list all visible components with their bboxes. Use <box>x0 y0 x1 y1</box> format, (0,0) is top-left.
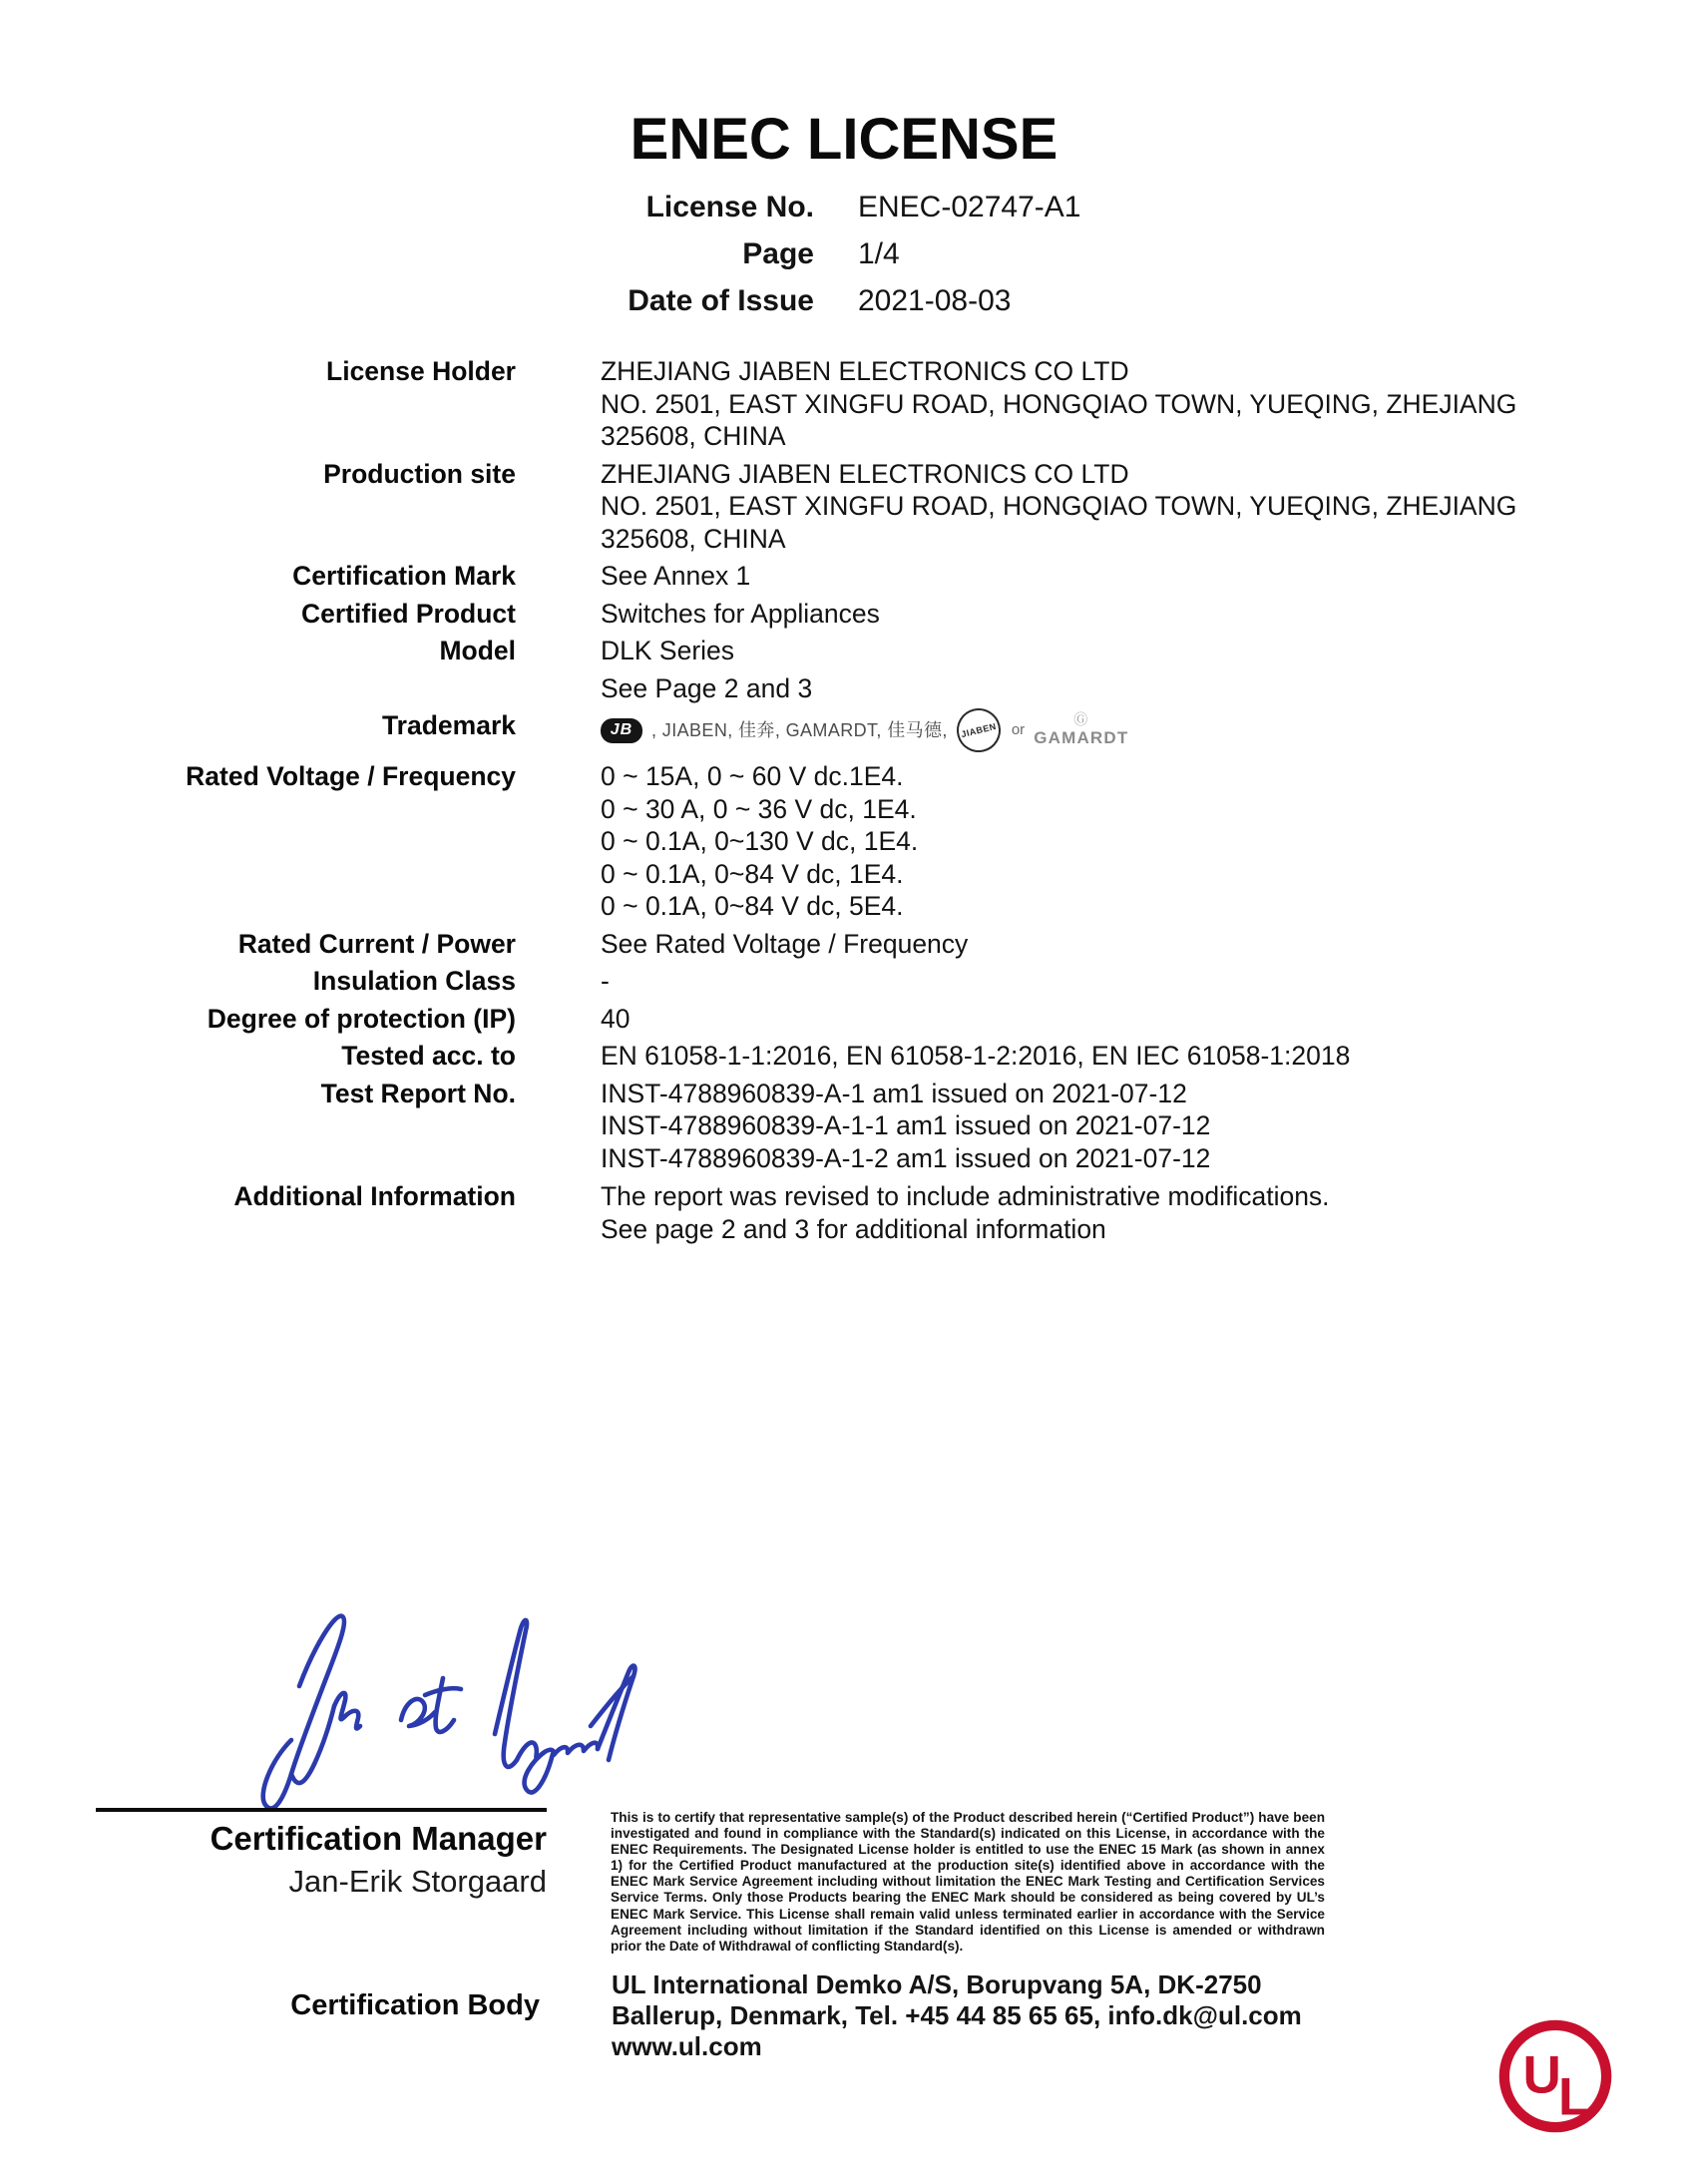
ul-letter-l: L <box>1557 2067 1591 2127</box>
signature-image <box>140 1602 638 1812</box>
jb-logo-icon: JB <box>601 718 642 743</box>
field-label: Insulation Class <box>312 966 516 996</box>
page-label: Page <box>742 237 814 270</box>
field-license-holder <box>0 355 1688 453</box>
value-line: ZHEJIANG JIABEN ELECTRONICS CO LTD <box>601 458 1129 489</box>
field-rated-voltage-frequency <box>0 760 1688 923</box>
field-value <box>601 355 1516 453</box>
license-no-value: ENEC-02747-A1 <box>858 191 1081 223</box>
license-no-label: License No. <box>645 191 814 223</box>
field-label: Additional Information <box>233 1181 516 1211</box>
field-degree-of-protection <box>0 1003 1688 1036</box>
registered-g-mark-icon: Ⓖ <box>1073 710 1089 727</box>
value-line: INST-4788960839-A-1-1 am1 issued on 2021-07-12 <box>601 1110 1211 1140</box>
value-line: The report was revised to include administrative modifications. <box>601 1181 1330 1211</box>
gamardt-text: GAMARDT <box>1034 727 1129 747</box>
field-label: Model <box>439 636 516 665</box>
field-label: Rated Current / Power <box>237 928 516 959</box>
value-line: 0 ~ 0.1A, 0~130 V dc, 1E4. <box>601 826 919 856</box>
certification-manager-label: Certification Manager <box>210 1820 547 1857</box>
field-trademark <box>0 709 1688 751</box>
page-value: 1/4 <box>858 237 900 270</box>
field-label: Rated Voltage / Frequency <box>186 761 516 791</box>
field-insulation-class <box>0 965 1688 998</box>
certification-body-value <box>612 1969 1302 2062</box>
value-line: INST-4788960839-A-1-2 am1 issued on 2021-07-12 <box>601 1142 1211 1173</box>
field-model <box>0 635 1688 667</box>
ul-logo-icon <box>1496 2017 1614 2135</box>
field-label <box>0 672 516 705</box>
field-test-report-no <box>0 1078 1688 1175</box>
field-value: Switches for Appliances <box>601 598 880 629</box>
license-fields <box>0 355 1688 1250</box>
field-label: Degree of protection (IP) <box>207 1003 516 1034</box>
value-line: 0 ~ 0.1A, 0~84 V dc, 5E4. <box>601 891 904 921</box>
value-line: 0 ~ 30 A, 0 ~ 36 V dc, 1E4. <box>601 793 917 824</box>
field-label: Certified Product <box>301 598 516 629</box>
field-value: See Page 2 and 3 <box>601 672 813 703</box>
jiaben-circle-logo-icon: JIABEN <box>952 703 1005 756</box>
field-label: Trademark <box>381 710 516 740</box>
field-value <box>601 760 918 923</box>
date-of-issue-value: 2021-08-03 <box>858 284 1012 317</box>
field-label: Tested acc. to <box>341 1041 516 1071</box>
date-of-issue-label: Date of Issue <box>628 284 814 317</box>
cb-value-line: www.ul.com <box>612 2031 762 2061</box>
value-line: 325608, CHINA <box>601 523 786 554</box>
field-label: License Holder <box>326 356 516 386</box>
value-line: NO. 2501, EAST XINGFU ROAD, HONGQIAO TOWN, YUEQING, ZHEJIANG <box>601 388 1517 419</box>
field-value: See Annex 1 <box>601 561 751 591</box>
ul-letter-u: U <box>1522 2045 1561 2105</box>
cb-value-line: Ballerup, Denmark, Tel. +45 44 85 65 65, info.dk@ul.com <box>612 2000 1302 2030</box>
field-certification-mark <box>0 560 1688 593</box>
field-value: DLK Series <box>601 636 735 665</box>
value-line: NO. 2501, EAST XINGFU ROAD, HONGQIAO TOWN, YUEQING, ZHEJIANG <box>601 491 1517 521</box>
field-label: Test Report No. <box>320 1078 516 1108</box>
certification-body-label: Certification Body <box>290 1989 540 2021</box>
certification-manager-name: Jan-Erik Storgaard <box>288 1864 547 1899</box>
license-no-row <box>0 184 1688 230</box>
field-label: Production site <box>323 458 516 489</box>
value-line: ZHEJIANG JIABEN ELECTRONICS CO LTD <box>601 356 1129 386</box>
signature-line <box>96 1808 547 1812</box>
field-rated-current-power <box>0 928 1688 961</box>
date-of-issue-row <box>0 277 1688 324</box>
field-value: See Rated Voltage / Frequency <box>601 928 969 959</box>
value-line: See page 2 and 3 for additional information <box>601 1213 1106 1244</box>
value-line: INST-4788960839-A-1 am1 issued on 2021-07-12 <box>601 1078 1187 1108</box>
header-info-block <box>0 184 1688 324</box>
field-additional-information <box>0 1180 1688 1245</box>
field-tested-acc-to <box>0 1040 1688 1073</box>
field-value: 40 <box>601 1003 631 1034</box>
value-line: 0 ~ 15A, 0 ~ 60 V dc.1E4. <box>601 761 904 791</box>
page-row <box>0 230 1688 277</box>
field-value: EN 61058-1-1:2016, EN 61058-1-2:2016, EN IEC 61058-1:2018 <box>601 1041 1351 1071</box>
legal-text: This is to certify that representative sample(s) of the Product described herein (“Certified Product”) have been investigated and found in compliance with the Standard(s) indicated on this License, in accordance with the ENEC Requirements. The Designated License holder is entitled to use the ENEC 15 Mark (as shown in annex 1) for the Certified Product manufactured at the production site(s) identified above in accordance with the ENEC Mark Service Agreement including without limitation the ENEC Mark Testing and Certification Services Service Terms. Only those Products bearing the ENEC Mark should be considered as being covered by UL’s ENEC Mark Service. This License shall remain valid unless terminated earlier in accordance with the Service Agreement including without limitation if the Standard identified on this License is amended or withdrawn prior the Date of Withdrawal of conflicting Standard(s). <box>611 1810 1325 1954</box>
field-value: - <box>601 966 610 996</box>
field-label: Certification Mark <box>292 561 516 591</box>
field-value <box>601 1180 1330 1245</box>
field-value <box>601 458 1516 556</box>
trademark-names: , JIABEN, 佳奔, GAMARDT, 佳马德, <box>651 719 948 740</box>
cb-value-line: UL International Demko A/S, Borupvang 5A, DK-2750 <box>612 1969 1262 1999</box>
trademark-logos <box>601 709 1128 751</box>
trademark-or-text: or <box>1011 720 1026 738</box>
field-certified-product <box>0 598 1688 631</box>
value-line: 0 ~ 0.1A, 0~84 V dc, 1E4. <box>601 858 904 889</box>
value-line: 325608, CHINA <box>601 421 786 451</box>
field-value <box>601 1078 1210 1175</box>
gamardt-wordmark <box>1034 706 1128 755</box>
field-model-see-page <box>0 672 1688 705</box>
document-title: ENEC LICENSE <box>630 107 1058 172</box>
field-production-site <box>0 458 1688 556</box>
